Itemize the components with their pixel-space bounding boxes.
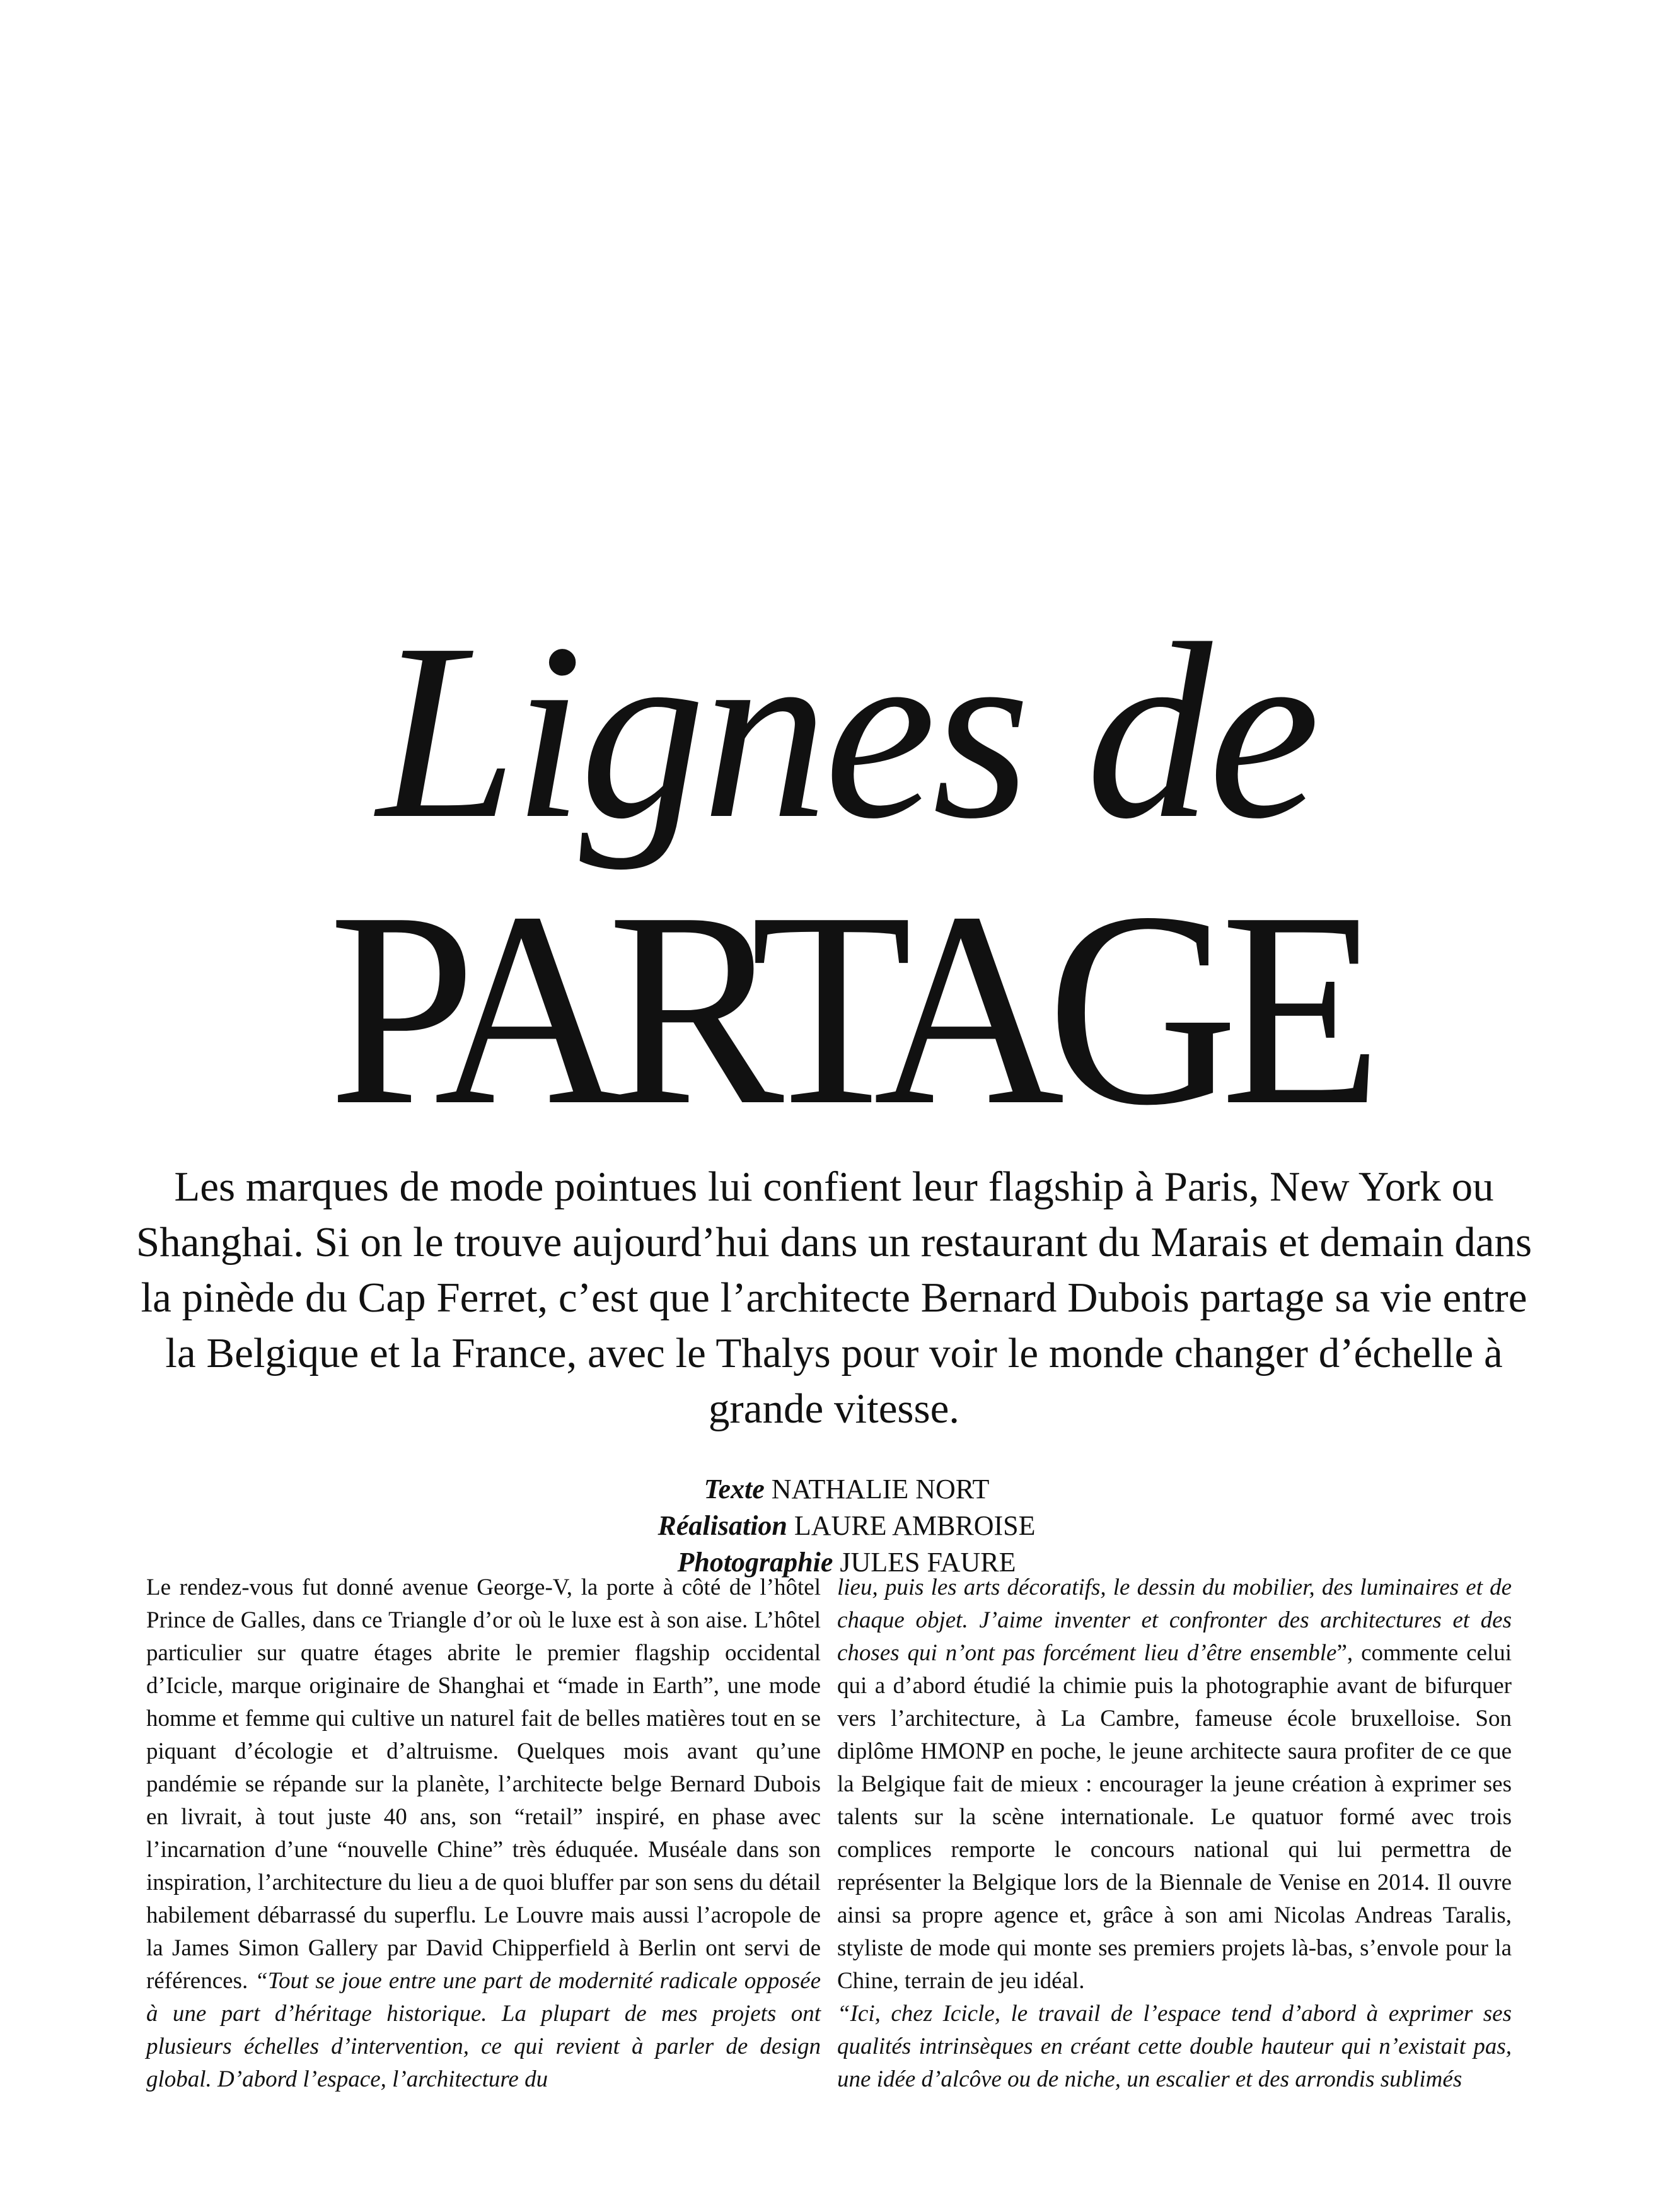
credit-text <box>25 1471 1668 1508</box>
quote-text: “Tout se joue entre une part de modernité radicale opposée à une part d’héritage historique. La plupart de mes projets ont plusieurs échelles d’intervention, ce qui revient à parler de design global. D’abord l’espace, l’architecture du <box>146 1968 821 2092</box>
credit-name: NATHALIE NORT <box>771 1474 990 1505</box>
body-text: ”, commente celui qui a d’abord étudié la chimie puis la photographie avant de bifurquer vers l’architecture, à La Cambre, fameuse école bruxelloise. Son diplôme HMONP en poche, le jeune architecte saura profiter de ce que la Belgique fait de mieux : encourager la jeune création à exprimer ses talents sur la scène internationale. Le quatuor formé avec trois complices remporte le concours national qui lui permettra de représenter la Belgique lors de la Biennale de Venise en 2014. Il ouvre ainsi sa propre agence et, grâce à son ami Nicolas Andreas Taralis, styliste de mode qui monte ses premiers projets là-bas, s’envole pour la Chine, terrain de jeu idéal. <box>837 1640 1512 1994</box>
credit-role: Photographie <box>677 1547 833 1578</box>
credit-styling <box>25 1508 1668 1544</box>
title-line-italic: Lignes de <box>376 591 1317 871</box>
credit-role: Texte <box>704 1474 765 1505</box>
body-column-right <box>837 1571 1512 2096</box>
credit-name: LAURE AMBROISE <box>794 1510 1036 1541</box>
article-lede: Les marques de mode pointues lui confient leur flagship à Paris, New York ou Shanghai. Si on le trouve aujourd’hui dans un restaurant du Marais et demain dans la pinède du Cap Ferret, c’est que l’architecte Bernard Dubois partage sa vie entre la Belgique et la France, avec le Thalys pour voir le monde changer d’échelle à grande vitesse. <box>136 1163 1532 1432</box>
quote-text: lieu, puis les arts décoratifs, le dessin du mobilier, des luminaires et de chaque objet. J’aime inventer et confronter des architectures et des choses qui n’ont pas forcément lieu d’être ensemble <box>837 1575 1512 1666</box>
credit-name: JULES FAURE <box>840 1547 1016 1578</box>
body-text: Le rendez-vous fut donné avenue George-V, la porte à côté de l’hôtel Prince de Galles, dans ce Triangle d’or où le luxe est à son aise. L’hôtel particulier sur quatre étages abrite le premier flagship occidental d’Icicle, marque originaire de Shanghai et “made in Earth”, une mode homme et femme qui cultive un naturel fait de belles matières tout en se piquant d’écologie et d’altruisme. Quelques mois avant qu’une pandémie se répande sur la planète, l’architecte belge Bernard Dubois en livrait, à tout juste 40 ans, son “retail” inspiré, en phase avec l’incarnation d’une “nouvelle Chine” très éduquée. Muséale dans son inspiration, l’architecture du lieu a de quoi bluffer par son sens du détail habilement débarrassé du superflu. Le Louvre mais aussi l’acropole de la James Simon Gallery par David Chipperfield à Berlin ont servi de références. <box>146 1575 821 1994</box>
quote-text: “Ici, chez Icicle, le travail de l’espace tend d’abord à exprimer ses qualités intrinsèques en créant cette double hauteur qui n’existait pas, une idée d’alcôve ou de niche, un escalier et des arrondis sublimés <box>837 2001 1512 2092</box>
title-line-caps: PARTAGE <box>328 854 1365 1163</box>
article-title <box>0 591 1668 1163</box>
credit-role: Réalisation <box>657 1510 787 1541</box>
body-paragraph <box>146 1571 821 2096</box>
body-paragraph <box>837 1998 1512 2096</box>
credits <box>0 1471 1668 1581</box>
body-column-left <box>146 1571 821 2096</box>
body-paragraph <box>837 1571 1512 1998</box>
